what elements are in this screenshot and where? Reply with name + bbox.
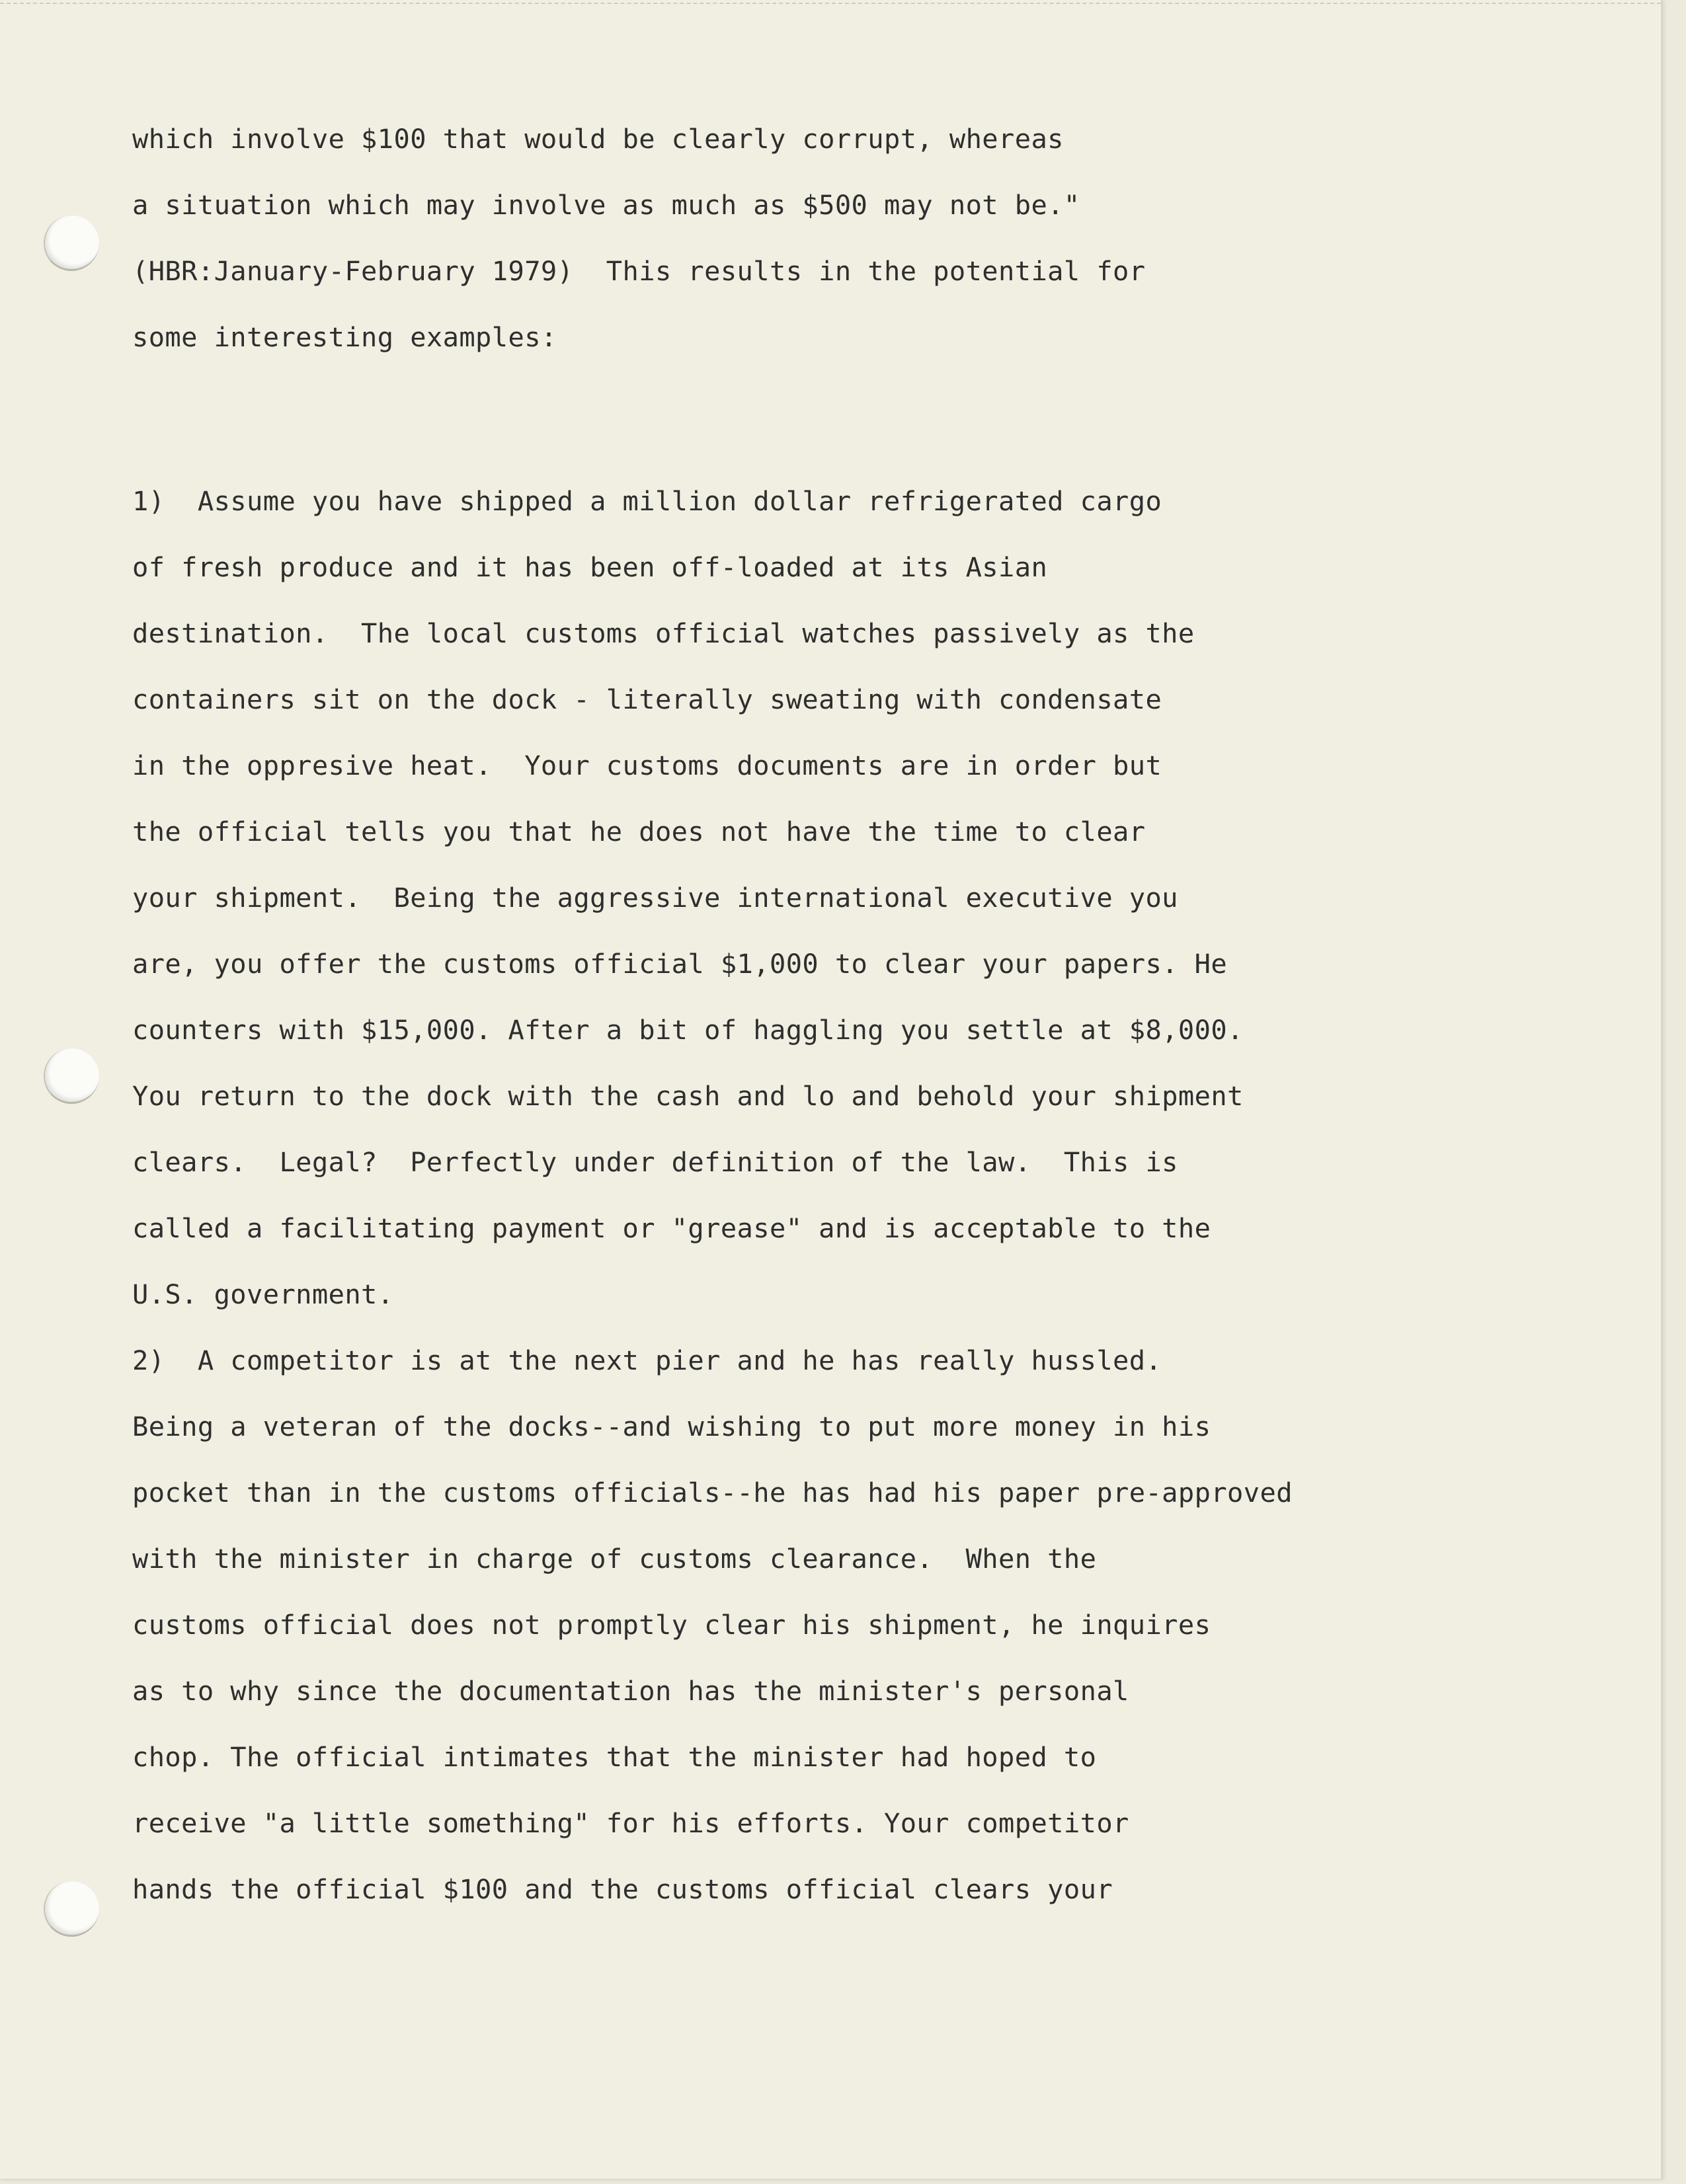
text-line: customs official does not promptly clear his shipment, he inquires <box>132 1609 1211 1641</box>
text-line: which involve $100 that would be clearly corrupt, whereas <box>132 123 1064 155</box>
text-line: Being a veteran of the docks--and wishing to put more money in his <box>132 1411 1211 1442</box>
text-line: called a facilitating payment or "grease" and is acceptable to the <box>132 1212 1211 1244</box>
text-line: your shipment. Being the aggressive international executive you <box>132 882 1178 914</box>
text-line: a situation which may involve as much as $500 may not be." <box>132 189 1080 221</box>
text-line: destination. The local customs official watches passively as the <box>132 617 1195 649</box>
text-line: U.S. government. <box>132 1278 394 1310</box>
text-line: of fresh produce and it has been off-loaded at its Asian <box>132 551 1048 583</box>
text-line: containers sit on the dock - literally sweating with condensate <box>132 683 1162 715</box>
text-line: (HBR:January-February 1979) This results in the potential for <box>132 255 1146 287</box>
text-line: 2) A competitor is at the next pier and he has really hussled. <box>132 1345 1162 1376</box>
text-line: with the minister in charge of customs clearance. When the <box>132 1543 1097 1575</box>
text-line: in the oppresive heat. Your customs documents are in order but <box>132 750 1162 781</box>
text-line: chop. The official intimates that the minister had hoped to <box>132 1741 1097 1773</box>
text-line: as to why since the documentation has the minister's personal <box>132 1675 1129 1707</box>
binder-hole-icon <box>44 1048 99 1104</box>
text-line: the official tells you that he does not have the time to clear <box>132 816 1146 847</box>
binder-hole-icon <box>44 1881 99 1937</box>
text-line: receive "a little something" for his efforts. Your competitor <box>132 1807 1129 1839</box>
text-line: pocket than in the customs officials--he has had his paper pre-approved <box>132 1477 1293 1508</box>
text-line: some interesting examples: <box>132 321 557 353</box>
text-line: hands the official $100 and the customs official clears your <box>132 1873 1113 1905</box>
text-line: are, you offer the customs official $1,000 to clear your papers. He <box>132 948 1228 980</box>
text-line: 1) Assume you have shipped a million dollar refrigerated cargo <box>132 485 1162 517</box>
perforated-top-edge <box>0 0 1661 4</box>
text-line: You return to the dock with the cash and lo and behold your shipment <box>132 1080 1244 1112</box>
text-line: counters with $15,000. After a bit of haggling you settle at $8,000. <box>132 1014 1244 1046</box>
text-line: clears. Legal? Perfectly under definition of the law. This is <box>132 1146 1178 1178</box>
binder-hole-icon <box>44 215 99 271</box>
